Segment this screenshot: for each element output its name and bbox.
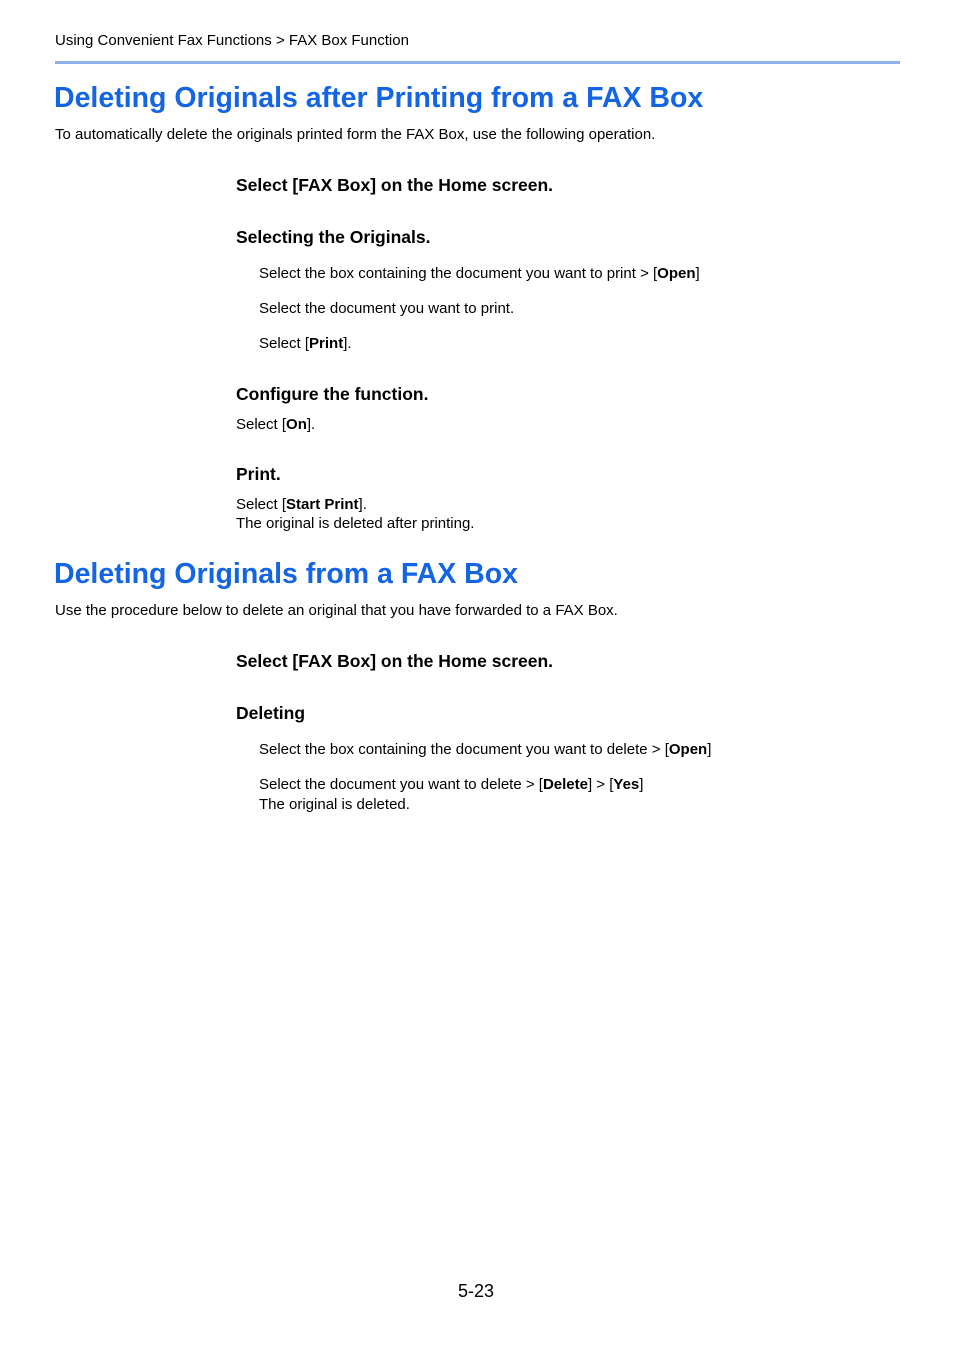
section2-step1-title: Select [FAX Box] on the Home screen. (236, 651, 554, 671)
section1-title: Deleting Originals after Printing from a FAX Box (54, 82, 704, 114)
section2-step2-title: Deleting (236, 703, 306, 723)
section1-step2-sub1: Select the box containing the document you want to print > [Open] (259, 265, 700, 282)
section1-step2-sub2: Select the document you want to print. (259, 300, 515, 317)
section1-step2-title: Selecting the Originals. (236, 227, 431, 247)
section1-step4-title: Print. (236, 464, 281, 484)
section2-step2-note: The original is deleted. (259, 796, 410, 813)
section1-intro: To automatically delete the originals printed form the FAX Box, use the following operation. (55, 126, 656, 143)
breadcrumb: Using Convenient Fax Functions > FAX Box Function (55, 32, 409, 49)
on-key: On (286, 416, 307, 433)
open-key: Open (668, 741, 708, 758)
section1-step4-note: The original is deleted after printing. (236, 515, 475, 532)
section2-title: Deleting Originals from a FAX Box (54, 558, 519, 590)
section2-step2-sub2: Select the document you want to delete > [Delete] > [Yes] (259, 776, 644, 793)
yes-key: Yes (613, 776, 640, 793)
delete-key: Delete (542, 776, 588, 793)
section2-step2-sub1: Select the box containing the document you want to delete > [Open] (259, 741, 712, 758)
section1-step4-text: Select [Start Print]. (236, 496, 367, 513)
open-key: Open (657, 265, 696, 282)
page-number: 5-23 (458, 1281, 495, 1301)
section1-step2-sub3: Select [Print]. (259, 335, 352, 352)
section1-step3-title: Configure the function. (236, 384, 429, 404)
start-print-key: Start Print (286, 496, 359, 513)
section2-intro: Use the procedure below to delete an original that you have forwarded to a FAX Box. (55, 602, 618, 619)
section1-step1-title: Select [FAX Box] on the Home screen. (236, 175, 554, 195)
print-key: Print (309, 335, 344, 352)
section1-step3-text: Select [On]. (236, 416, 316, 433)
header-rule (55, 61, 900, 64)
